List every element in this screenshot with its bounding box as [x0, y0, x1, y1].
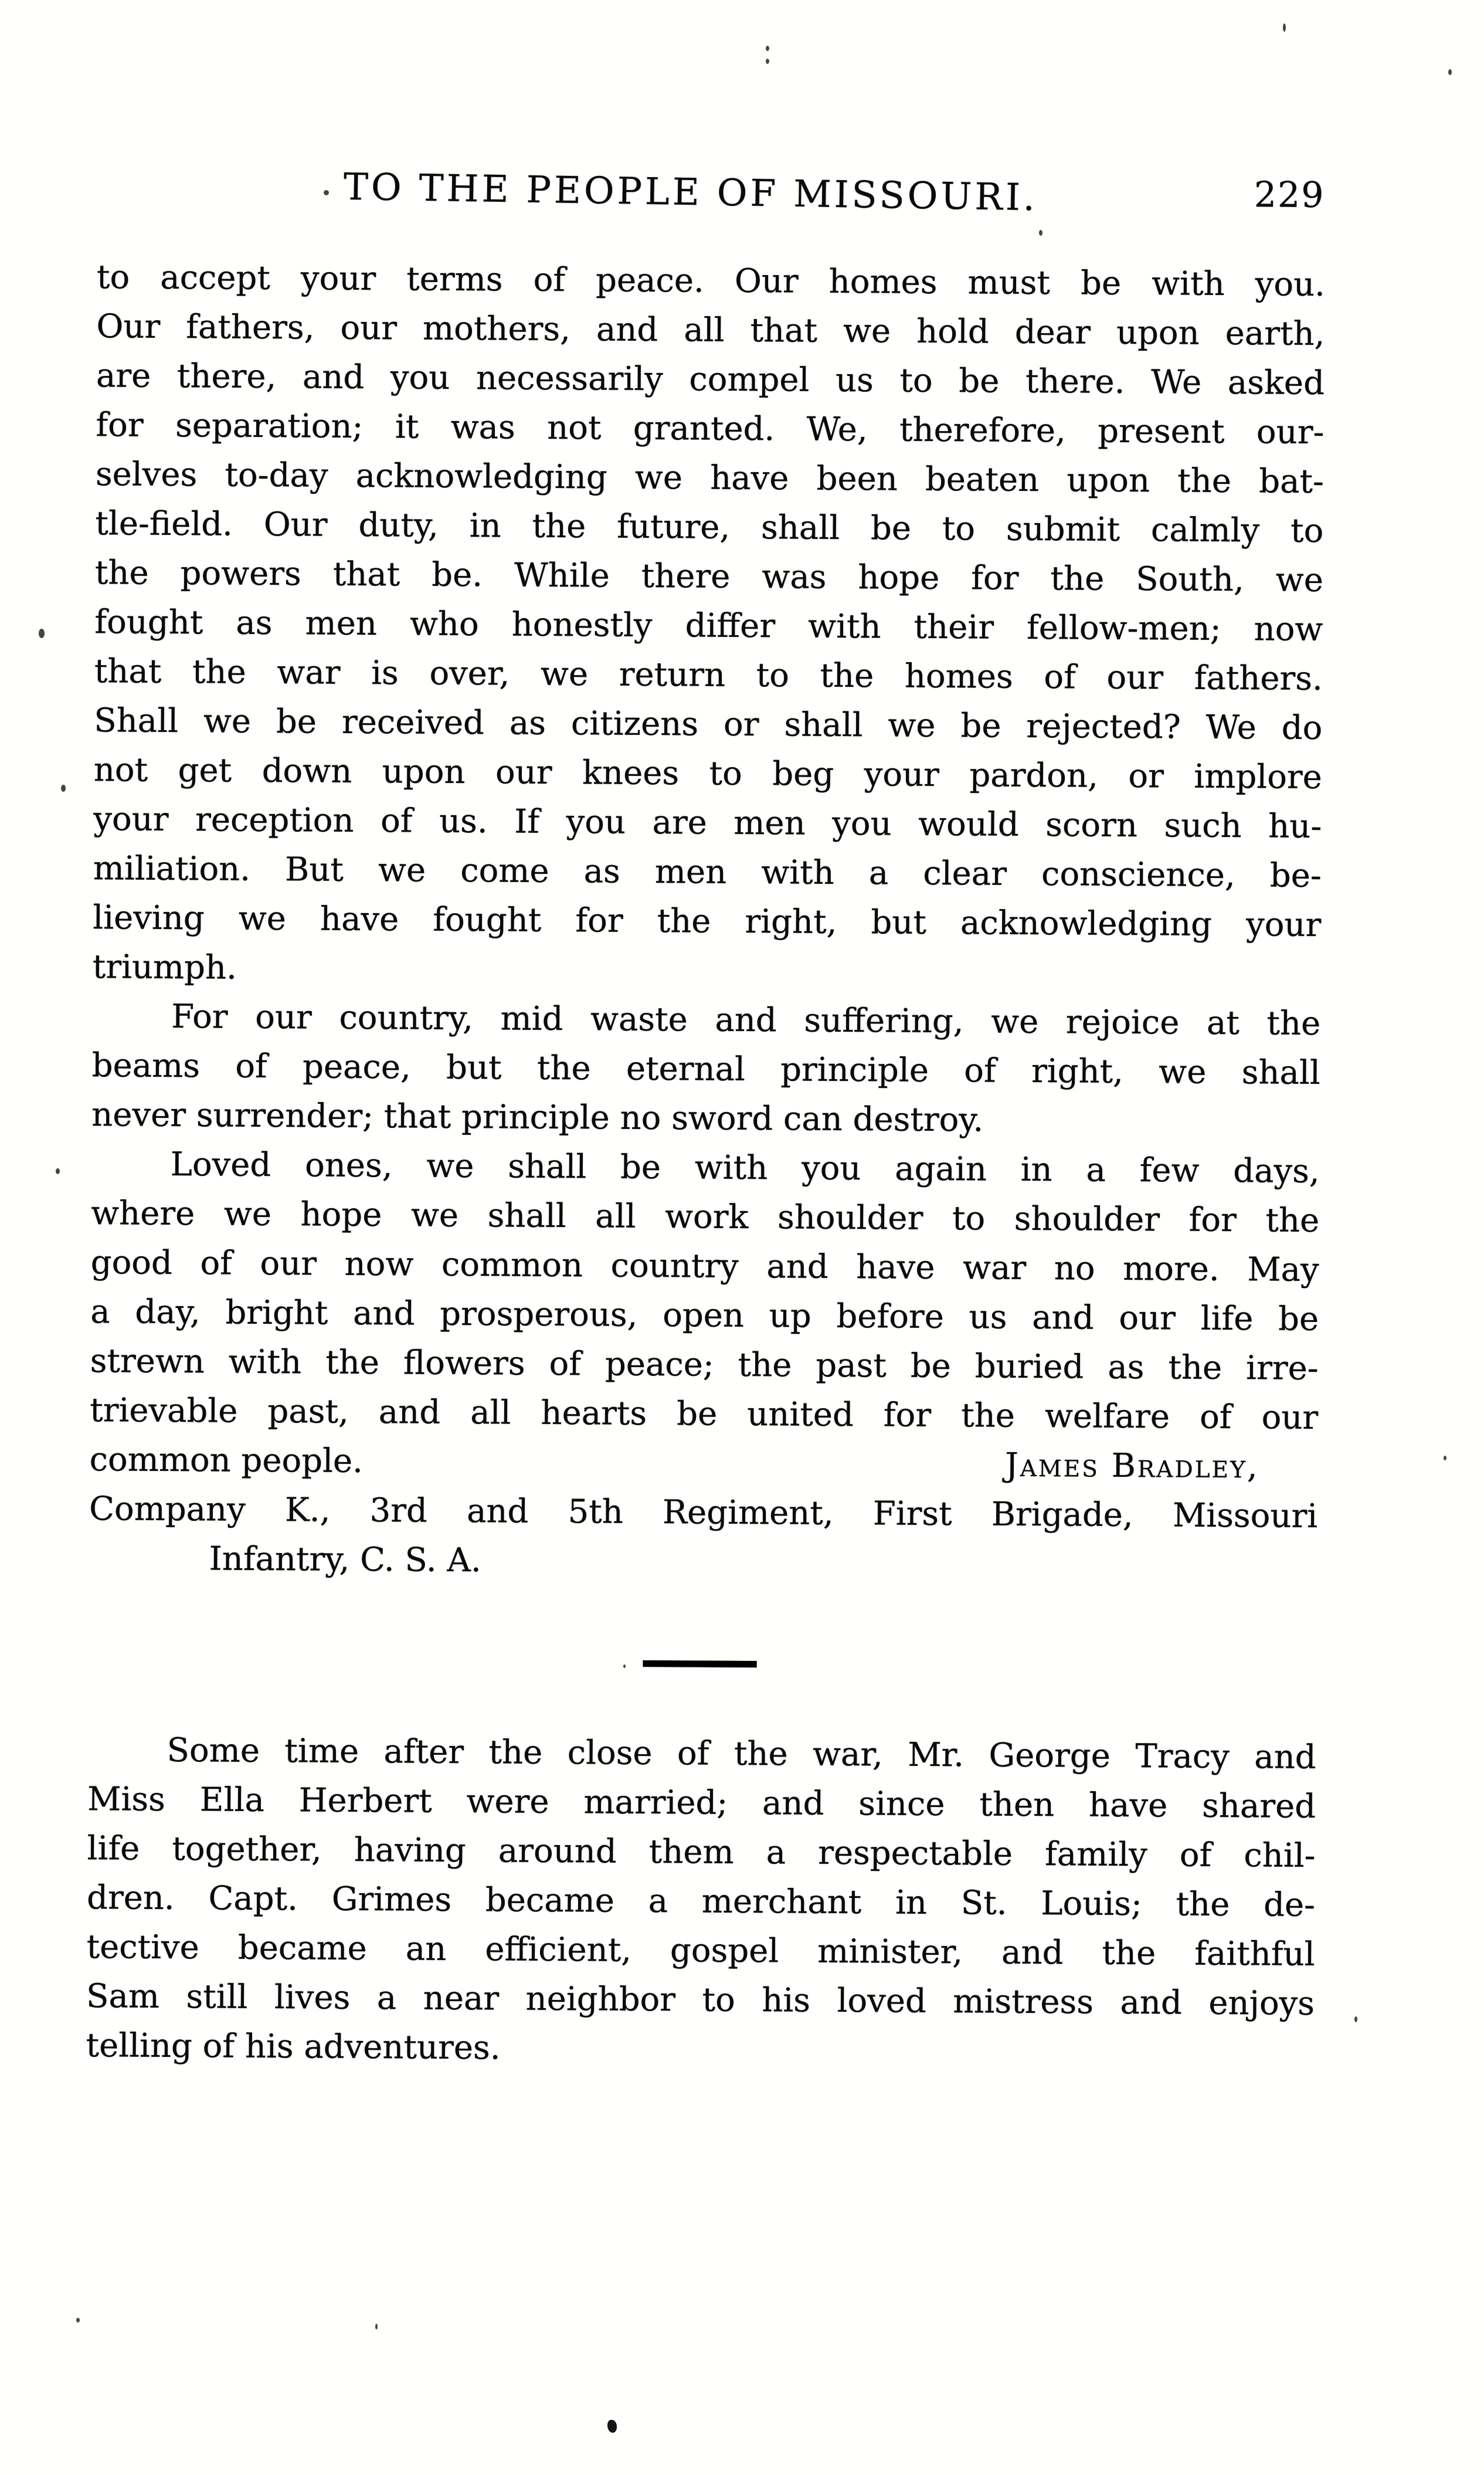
ink-speck [607, 2420, 617, 2433]
text-line: never surrender; that principle no sword can destroy. [91, 1096, 984, 1140]
text-line: miliation. But we come as men with a clear conscience, be- [93, 849, 1322, 896]
text-line: your reception of us. If you are men you would scorn such hu- [93, 800, 1322, 846]
letter-paragraph-1 [93, 253, 1326, 999]
ink-speck [1448, 69, 1452, 75]
ink-speck [1283, 23, 1286, 32]
text-line: not get down upon our knees to beg your pardon, or implore [93, 751, 1323, 797]
text-line: Shall we be received as citizens or shall we be rejected? We do [94, 701, 1323, 748]
text-line: Some time after the close of the war, Mr. George Tracy and [167, 1731, 1316, 1776]
text-line: Miss Ella Herbert were married; and since then have shared [87, 1780, 1316, 1826]
ink-speck [61, 785, 66, 792]
letter-paragraph-2 [91, 992, 1321, 1147]
text-column [86, 253, 1325, 2078]
text-line: dren. Capt. Grimes became a merchant in St. Louis; the de- [86, 1879, 1316, 1924]
ink-speck [766, 59, 769, 64]
text-line: Sam still lives a near neighbor to his loved mistress and enjoys [86, 1977, 1315, 2023]
signature-row [89, 1435, 1317, 1492]
page-header-title: TO THE PEOPLE OF MISSOURI. [343, 165, 1038, 219]
text-line: Loved ones, we shall be with you again in a few days, [170, 1145, 1320, 1191]
text-line: for separation; it was not granted. We, therefore, present our- [96, 406, 1325, 452]
letter-paragraph-3 [90, 1140, 1320, 1443]
text-line: the powers that be. While there was hope for the South, we [94, 554, 1324, 600]
text-line: beams of peace, but the eternal principle of right, we shall [91, 1046, 1320, 1093]
text-line: tective became an efficient, gospel minister, and the faithful [86, 1928, 1315, 1974]
ink-speck [766, 46, 769, 51]
signature-name: James Bradley, [1005, 1446, 1259, 1486]
text-line: to accept your terms of peace. Our homes must be with you. [96, 258, 1326, 304]
signature-unit-line: Company K., 3rd and 5th Regiment, First Brigade, Missouri [89, 1490, 1318, 1536]
ink-speck [76, 2318, 80, 2323]
text-line: a day, bright and prosperous, open up before us and our life be [90, 1293, 1319, 1339]
text-line: are there, and you necessarily compel us to be there. We asked [96, 357, 1325, 403]
ink-speck [56, 1168, 60, 1174]
ink-speck [1444, 1456, 1446, 1460]
text-line: trievable past, and all hearts be united for the welfare of our [89, 1391, 1319, 1437]
text-line: good of our now common country and have war no more. May [90, 1243, 1319, 1290]
signature-infantry-line: Infantry, C. S. A. [209, 1540, 481, 1580]
ink-speck [1354, 2016, 1357, 2022]
text-line: where we hope we shall all work shoulder to shoulder for the [91, 1194, 1320, 1240]
text-line: fought as men who honestly differ with their fellow-men; now [94, 603, 1323, 649]
text-line: that the war is over, we return to the homes of our fathers. [94, 652, 1323, 699]
text-line: tle-field. Our duty, in the future, shall be to submit calmly to [95, 504, 1324, 551]
letter-closing-words: common people. [89, 1440, 364, 1481]
ink-speck [39, 629, 45, 638]
page-number: 229 [1254, 174, 1325, 216]
ink-speck [623, 1664, 626, 1668]
text-line: lieving we have fought for the right, but acknowledging your [93, 899, 1322, 945]
text-line: selves to-day acknowledging we have been beaten upon the bat- [95, 455, 1325, 501]
ink-speck [324, 190, 329, 195]
ink-speck [1039, 230, 1042, 236]
text-line: strewn with the flowers of peace; the past be buried as the irre- [90, 1342, 1319, 1388]
text-line: Our fathers, our mothers, and all that we hold dear upon earth, [96, 307, 1325, 354]
text-line: telling of his adventures. [86, 2026, 501, 2067]
text-line: life together, having around them a respectable family of chil- [87, 1829, 1316, 1875]
text-line: triumph. [92, 948, 237, 987]
ink-speck [375, 2324, 378, 2330]
section-divider-rule [643, 1660, 757, 1667]
epilogue-paragraph [86, 1725, 1316, 2078]
text-line: For our country, mid waste and suffering, we rejoice at the [171, 998, 1321, 1043]
